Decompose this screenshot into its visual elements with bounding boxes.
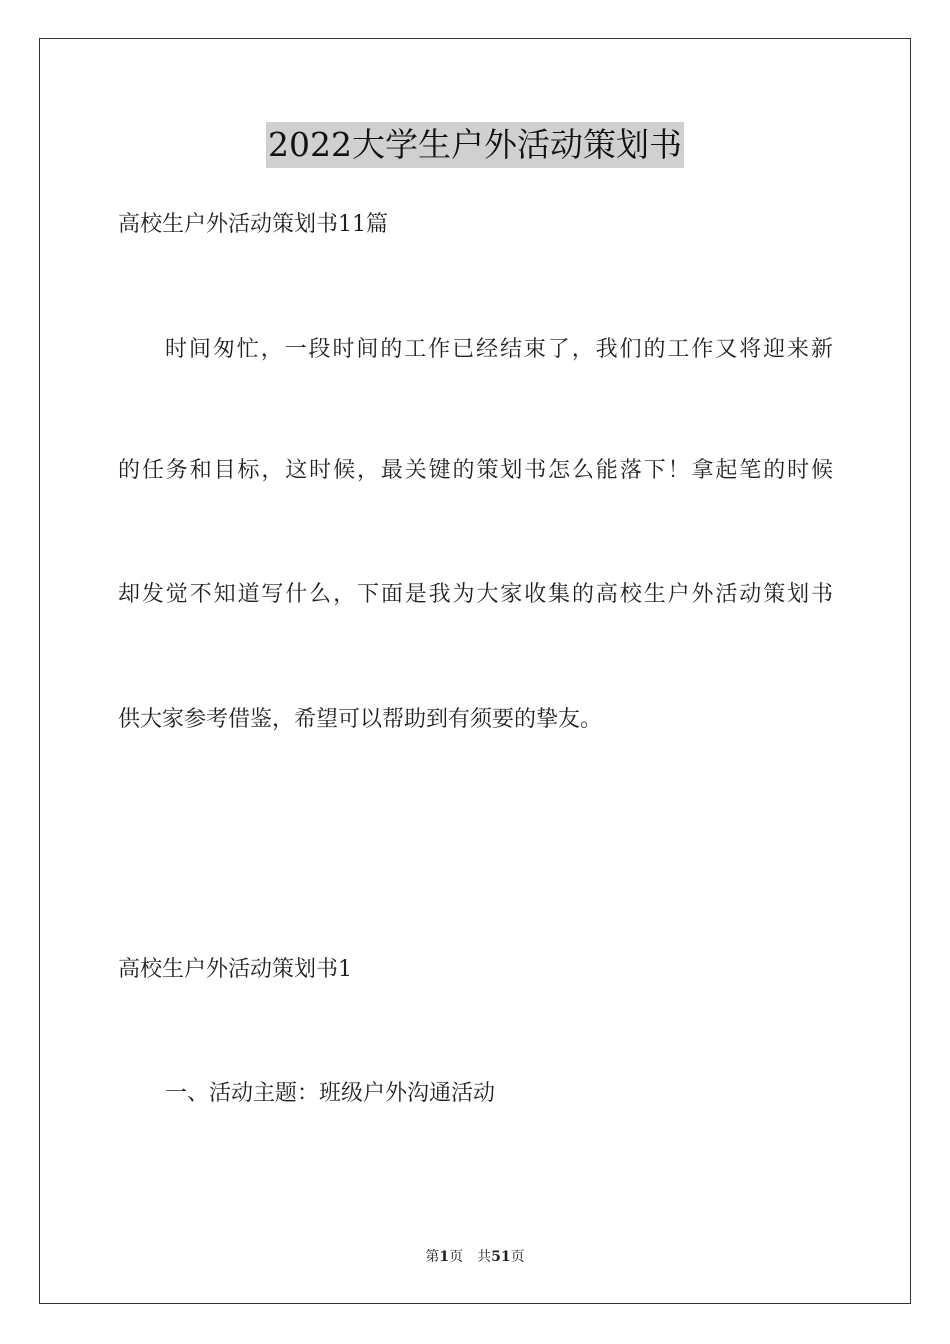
footer-page-number: 1 xyxy=(439,1249,450,1265)
list-item-1: 一、活动主题：班级户外沟通活动 xyxy=(165,1081,496,1106)
page-footer xyxy=(0,1247,950,1267)
intro-line-1: 时间匆忙，一段时间的工作已经结束了，我们的工作又将迎来新 xyxy=(165,337,833,362)
intro-line-3: 却发觉不知道写什么，下面是我为大家收集的高校生户外活动策划书 xyxy=(118,582,833,607)
title-container xyxy=(0,122,950,168)
section-heading: 高校生户外活动策划书1 xyxy=(118,957,352,982)
footer-total-suffix: 页 xyxy=(510,1249,525,1265)
intro-line-2: 的任务和目标，这时候，最关键的策划书怎么能落下！拿起笔的时候 xyxy=(118,458,833,483)
document-title: 2022大学生户外活动策划书 xyxy=(266,122,684,168)
footer-page-suffix: 页 xyxy=(449,1249,464,1265)
footer-total-pages: 51 xyxy=(491,1249,511,1265)
document-subtitle: 高校生户外活动策划书11篇 xyxy=(118,212,388,237)
intro-line-4: 供大家参考借鉴，希望可以帮助到有须要的挚友。 xyxy=(118,707,603,732)
footer-page-prefix: 第 xyxy=(425,1249,440,1265)
footer-total-prefix: 共 xyxy=(477,1249,492,1265)
